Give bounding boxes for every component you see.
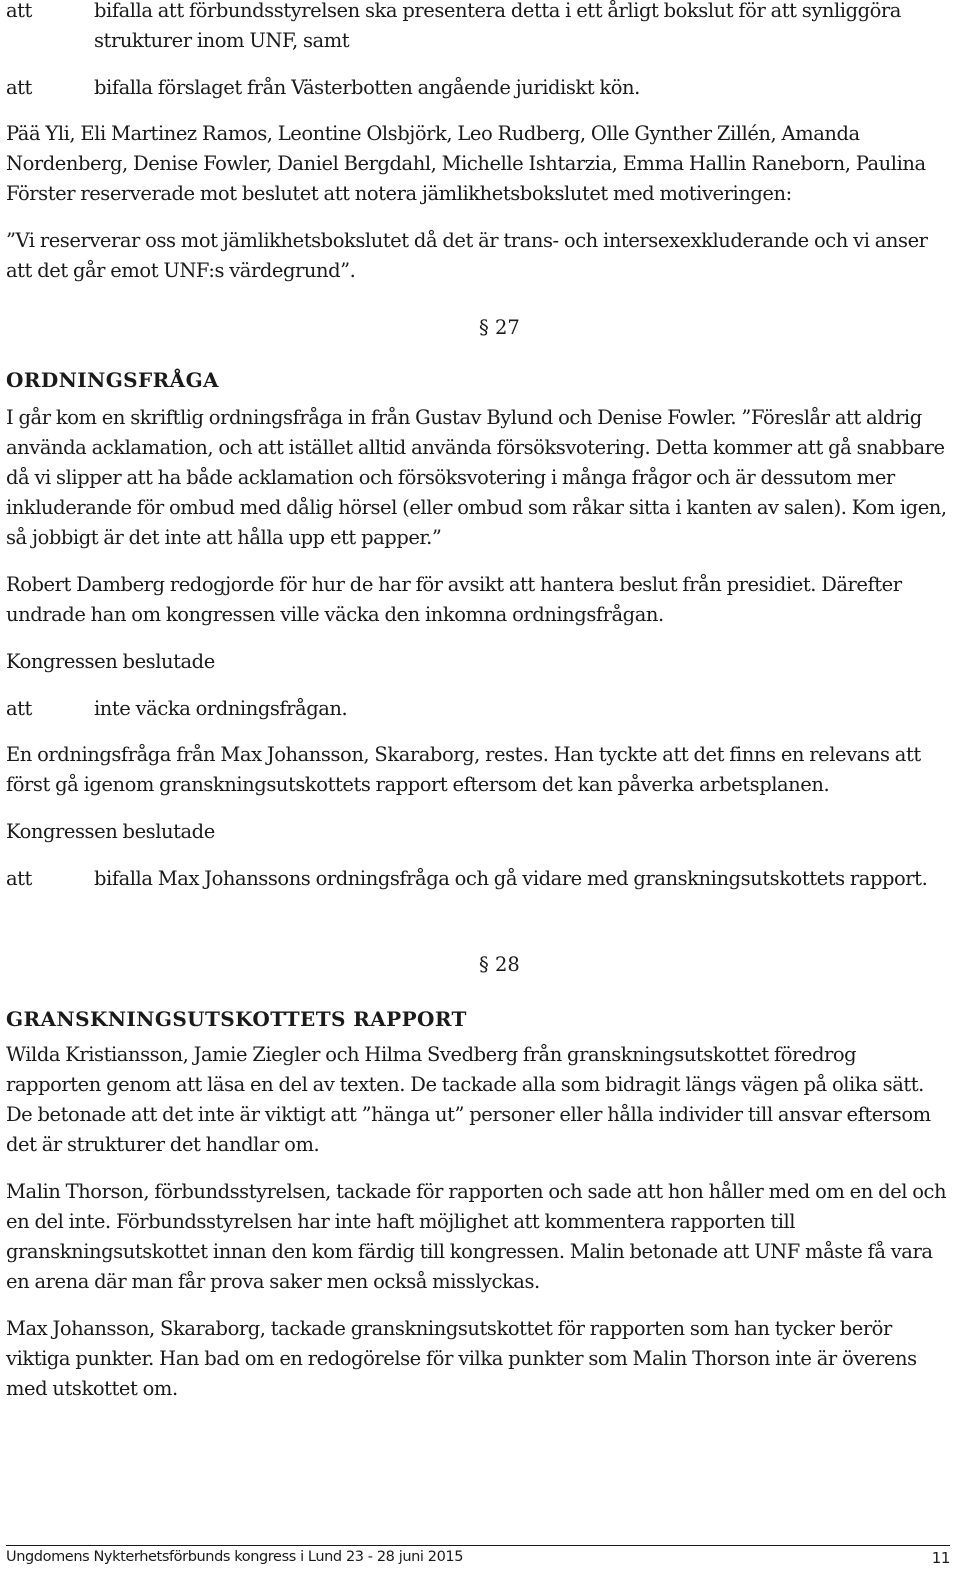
section-heading: GRANSKNINGSUTSKOTTETS RAPPORT xyxy=(6,1007,467,1031)
decision-heading: Kongressen beslutade xyxy=(6,650,215,673)
decision-text: bifalla Max Johanssons ordningsfråga och gå vidare med granskningsutskottets rapport. xyxy=(94,867,928,890)
decision-text: inte väcka ordningsfrågan. xyxy=(94,697,348,720)
paragraph: En ordningsfråga från Max Johansson, Skaraborg, restes. Han tyckte att det finns en relevans att först gå igenom granskningsutskottets rapport eftersom det kan påverka arbetsplanen. xyxy=(6,743,921,796)
section-number: § 27 xyxy=(479,316,520,339)
decision-text: bifalla förslaget från Västerbotten angående juridiskt kön. xyxy=(94,76,640,99)
paragraph: Max Johansson, Skaraborg, tackade granskningsutskottet för rapporten som han tycker berör viktiga punkter. Han bad om en redogörelse för vilka punkter som Malin Thorson inte är överens med utskottet om. xyxy=(6,1317,917,1400)
reservation-quote: ”Vi reserverar oss mot jämlikhetsbokslutet då det är trans- och intersexexkluderande och vi anser att det går emot UNF:s värdegrund”. xyxy=(6,229,928,282)
paragraph: Wilda Kristiansson, Jamie Ziegler och Hilma Svedberg från granskningsutskottet föredrog rapporten genom att läsa en del av texten. De tackade alla som bidragit längs vägen på olika sätt. De betonade att det inte är viktigt att ”hänga ut” personer eller hålla individer till ansvar eftersom det är strukturer det handlar om. xyxy=(6,1043,931,1156)
decision-heading: Kongressen beslutade xyxy=(6,820,215,843)
decision-label: att xyxy=(6,867,32,890)
page-number: 11 xyxy=(931,1549,950,1567)
decision-label: att xyxy=(6,76,32,99)
decision-text: bifalla att förbundsstyrelsen ska presentera detta i ett årligt bokslut för att synliggöra strukturer inom UNF, samt xyxy=(94,0,901,52)
section-number: § 28 xyxy=(479,953,520,976)
footer-rule xyxy=(6,1545,950,1546)
decision-label: att xyxy=(6,697,32,720)
section-heading: ORDNINGSFRÅGA xyxy=(6,368,219,392)
paragraph: I går kom en skriftlig ordningsfråga in från Gustav Bylund och Denise Fowler. ”Föreslår att aldrig använda acklamation, och att istället alltid använda försöksvotering. Detta kommer att gå snabbare då vi slipper att ha både acklamation och försöksvotering i många frågor och är dessutom mer inkluderande för ombud med dålig hörsel (eller ombud som råkar sitta i kanten av salen). Kom igen, så jobbigt är det inte att hålla upp ett papper.” xyxy=(6,406,947,549)
paragraph: Robert Damberg redogjorde för hur de har för avsikt att hantera beslut från presidiet. Därefter undrade han om kongressen ville väcka den inkomna ordningsfrågan. xyxy=(6,573,902,626)
footer-text: Ungdomens Nykterhetsförbunds kongress i Lund 23 - 28 juni 2015 xyxy=(6,1549,464,1565)
page-footer xyxy=(6,1545,950,1573)
reservation-paragraph: Pää Yli, Eli Martinez Ramos, Leontine Olsbjörk, Leo Rudberg, Olle Gynther Zillén, Amanda Nordenberg, Denise Fowler, Daniel Bergdahl, Michelle Ishtarzia, Emma Hallin Raneborn, Paulina Förster reserverade mot beslutet att notera jämlikhetsbokslutet med motiveringen: xyxy=(6,122,926,205)
decision-label: att xyxy=(6,0,32,22)
paragraph: Malin Thorson, förbundsstyrelsen, tackade för rapporten och sade att hon håller med om en del och en del inte. Förbundsstyrelsen har inte haft möjlighet att kommentera rapporten till granskningsutskottet innan den kom färdig till kongressen. Malin betonade att UNF måste få vara en arena där man får prova saker men också misslyckas. xyxy=(6,1180,947,1293)
